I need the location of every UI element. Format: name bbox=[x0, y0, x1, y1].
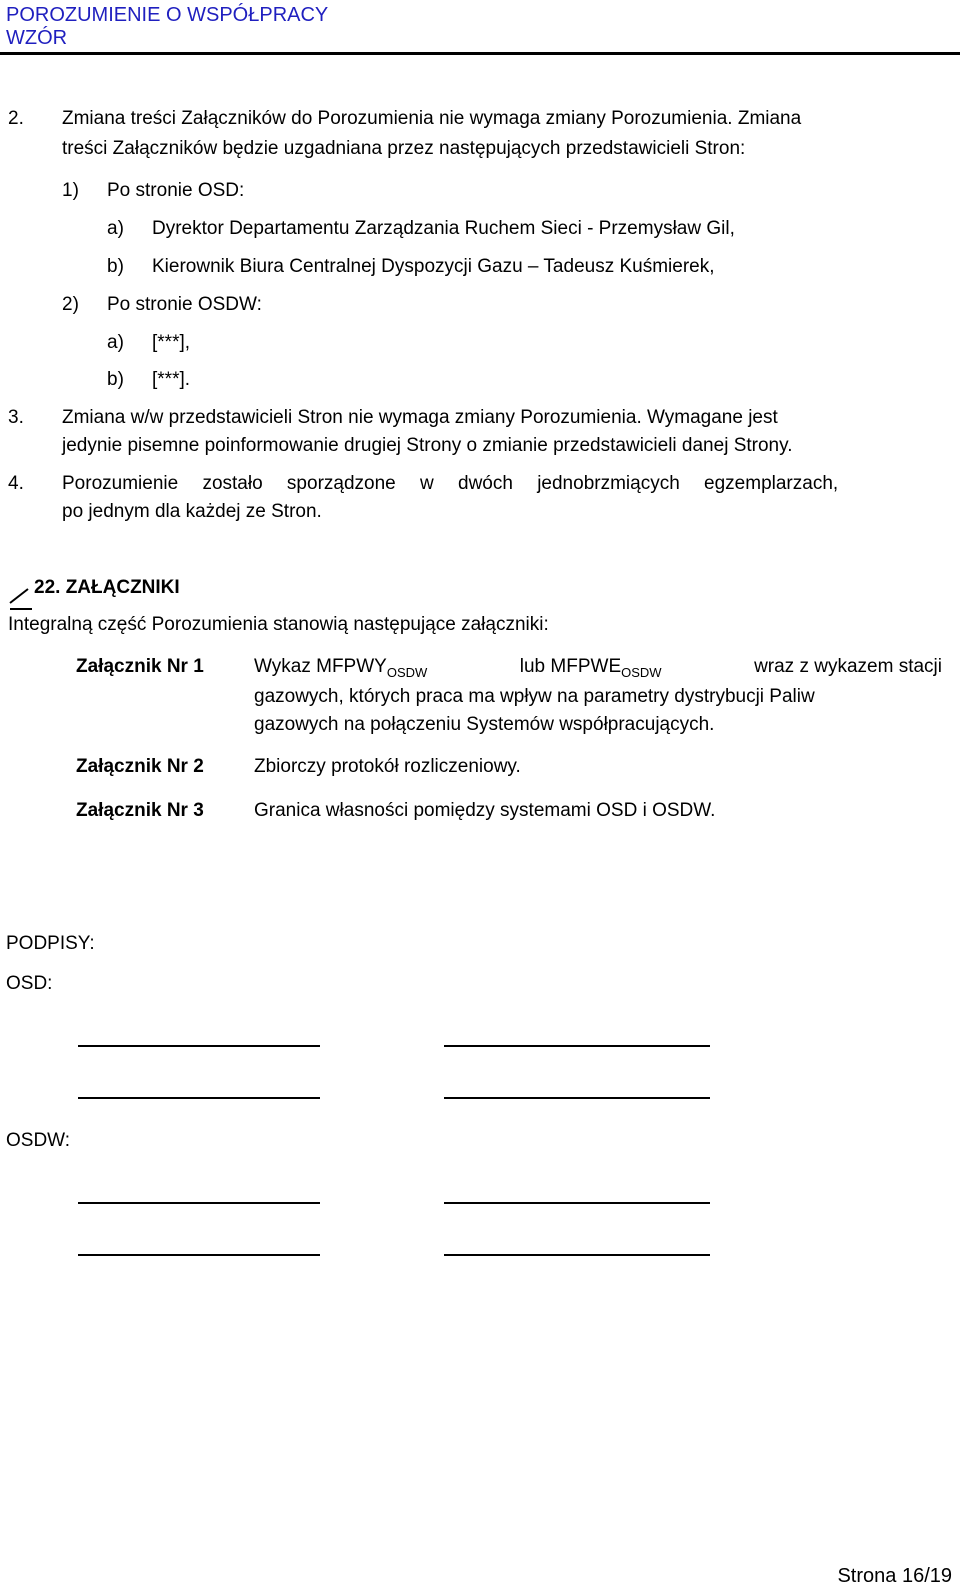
attachment-2-text: Zbiorczy protokół rozliczeniowy. bbox=[254, 756, 521, 777]
attachment-2-label: Załącznik Nr 2 bbox=[76, 756, 204, 777]
document-title: POROZUMIENIE O WSPÓŁPRACY bbox=[6, 4, 329, 26]
osdw-signature-line-2-right bbox=[444, 1254, 710, 1256]
osd-signature-line-2-left bbox=[78, 1097, 320, 1099]
list-item-2a-text: [***], bbox=[152, 332, 191, 353]
osdw-signature-line-1-right bbox=[444, 1202, 710, 1204]
list-item-2a-label: a) bbox=[107, 332, 124, 353]
attachment-3-label: Załącznik Nr 3 bbox=[76, 800, 204, 821]
osdw-signature-line-1-left bbox=[78, 1202, 320, 1204]
osd-signature-line-1-right bbox=[444, 1045, 710, 1047]
attachment-3-text: Granica własności pomiędzy systemami OSD i OSDW. bbox=[254, 800, 716, 821]
section-2-number: 2. bbox=[8, 108, 24, 129]
list-item-2b-label: b) bbox=[107, 369, 124, 390]
list-item-1a-text: Dyrektor Departamentu Zarządzania Ruchem Sieci - Przemysław Gil, bbox=[152, 218, 735, 239]
osdw-label: OSDW: bbox=[6, 1130, 71, 1151]
osdw-signature-line-2-left bbox=[78, 1254, 320, 1256]
attachment-1-line-1 bbox=[254, 656, 942, 678]
page-number: Strona 16/19 bbox=[837, 1565, 952, 1587]
osd-label: OSD: bbox=[6, 973, 53, 994]
list-item-1-text: Po stronie OSD: bbox=[107, 180, 245, 201]
section-4-number: 4. bbox=[8, 473, 24, 494]
section-3-line-1: Zmiana w/w przedstawicieli Stron nie wymaga zmiany Porozumienia. Wymagane jest bbox=[62, 407, 778, 428]
list-item-2-label: 2) bbox=[62, 294, 79, 315]
document-subtitle: WZÓR bbox=[6, 27, 68, 49]
attachment-1-line-3: gazowych na połączeniu Systemów współpracujących. bbox=[254, 714, 715, 735]
list-item-2-text: Po stronie OSDW: bbox=[107, 294, 262, 315]
attachment-1-line-2: gazowych, których praca ma wpływ na parametry dystrybucji Paliw bbox=[254, 686, 815, 707]
attachment-1-part-a: Wykaz $MFPWY_{OSDW}$ bbox=[254, 656, 428, 680]
header-rule bbox=[0, 52, 960, 55]
section-4-line-2: po jednym dla każdej ze Stron. bbox=[62, 501, 322, 522]
list-item-1-label: 1) bbox=[62, 180, 79, 201]
section-2-line-1-text: Zmiana treści Załączników do Porozumienia nie wymaga zmiany Porozumienia. Zmiana bbox=[62, 108, 802, 129]
attachment-1-label: Załącznik Nr 1 bbox=[76, 656, 204, 677]
osd-signature-line-2-right bbox=[444, 1097, 710, 1099]
attachments-heading: 22. ZAŁĄCZNIKI bbox=[34, 577, 180, 598]
attachments-intro: Integralną część Porozumienia stanowią następujące załączniki: bbox=[8, 614, 549, 635]
list-item-1b-text: Kierownik Biura Centralnej Dyspozycji Gazu – Tadeusz Kuśmierek, bbox=[152, 256, 715, 277]
list-item-2b-text: [***]. bbox=[152, 369, 191, 390]
signatures-heading: PODPISY: bbox=[6, 933, 95, 954]
list-item-1a-label: a) bbox=[107, 218, 124, 239]
attachment-1-part-b: lub $MFPWE_{OSDW}$ bbox=[519, 656, 662, 680]
section-3-number: 3. bbox=[8, 407, 24, 428]
heading-marker-icon bbox=[8, 587, 34, 611]
osd-signature-line-1-left bbox=[78, 1045, 320, 1047]
list-item-1b-label: b) bbox=[107, 256, 124, 277]
section-2-line-2: treści Załączników będzie uzgadniana przez następujących przedstawicieli Stron: bbox=[62, 138, 746, 159]
attachment-1-part-c: wraz z wykazem stacji bbox=[754, 656, 942, 677]
section-4-line-1: Porozumienie zostało sporządzone w dwóch jednobrzmiących egzemplarzach, bbox=[62, 473, 839, 494]
section-3-line-2: jedynie pisemne poinformowanie drugiej Strony o zmianie przedstawicieli danej Strony. bbox=[62, 435, 793, 456]
section-2-line-1 bbox=[62, 108, 942, 130]
